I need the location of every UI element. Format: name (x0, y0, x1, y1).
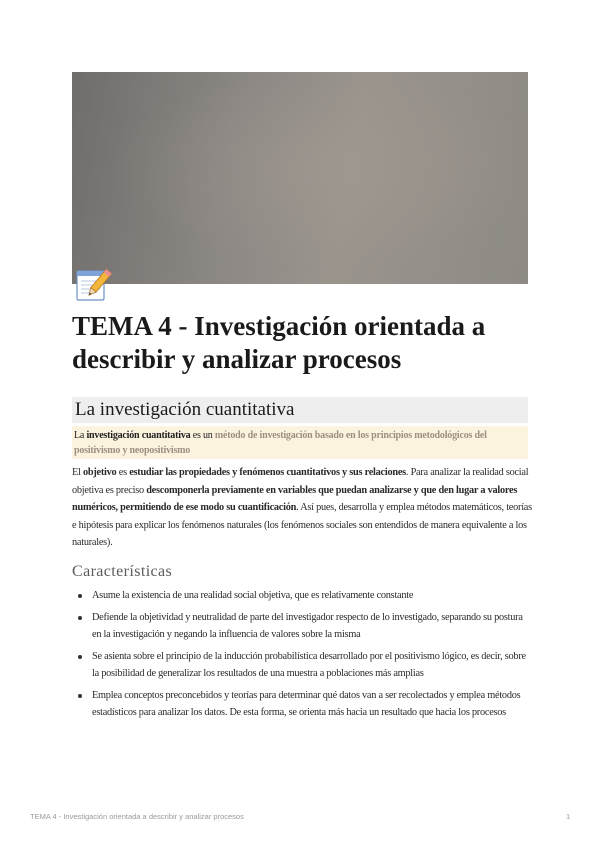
definition-highlight (72, 426, 528, 459)
highlight-term: investigación cuantitativa (86, 430, 191, 441)
page-title: TEMA 4 - Investigación orientada a describir y analizar procesos (72, 311, 486, 374)
para-bold-2: estudiar las propiedades y fenómenos cuantitativos y sus relaciones (129, 467, 406, 478)
para-text-1: El (72, 467, 83, 478)
characteristics-list (72, 587, 532, 726)
list-item: Asume la existencia de una realidad social objetiva, que es relativamente constante (72, 587, 532, 604)
highlight-mid: es un (190, 430, 215, 441)
list-item: Emplea conceptos preconcebidos y teorías para determinar qué datos van a ser recolectados y emplea métodos estadísticos para analizar los datos. De esta forma, se orienta más hacia un resultado que hacia los procesos (72, 687, 532, 721)
list-item: Se asienta sobre el principio de la inducción probabilística desarrollado por el positivismo lógico, es decir, sobre la posibilidad de generalizar los resultados de una muestra a poblaciones más amplias (72, 648, 532, 682)
objective-paragraph (72, 464, 532, 552)
para-bold-1: objetivo (82, 467, 117, 478)
characteristics-heading: Características (72, 563, 173, 580)
para-text-4: . Así pues, desarrolla y emplea métodos matemáticos, teorías e hipótesis para explicar los fenómenos naturales (los fenómenos sociales son entendidos de manera equivalente a los naturales). (72, 502, 532, 549)
highlight-prefix: La (74, 430, 87, 441)
para-bold-3: descomponerla previamente en variables que puedan analizarse y que den lugar a valores numéricos, permitiendo de ese modo su cuantificación (72, 484, 518, 514)
list-item: Defiende la objetividad y neutralidad de parte del investigador respecto de lo investigado, separando su postura en la investigación y negando la influencia de valores sobre la misma (72, 609, 532, 643)
footer-title: TEMA 4 - Investigación orientada a describir y analizar procesos (30, 812, 244, 821)
highlight-link[interactable]: método de investigación basado en los principios metodológicos del positivismo y neopositivismo (74, 430, 487, 456)
header-image (72, 72, 528, 284)
para-text-3: . Para analizar la realidad social objetiva es preciso (72, 467, 529, 496)
section-heading: La investigación cuantitativa (72, 397, 528, 423)
para-text-2: es (116, 467, 130, 478)
header-image-shade (72, 72, 528, 284)
notepad-pencil-icon (75, 266, 113, 302)
page-number: 1 (566, 812, 571, 821)
